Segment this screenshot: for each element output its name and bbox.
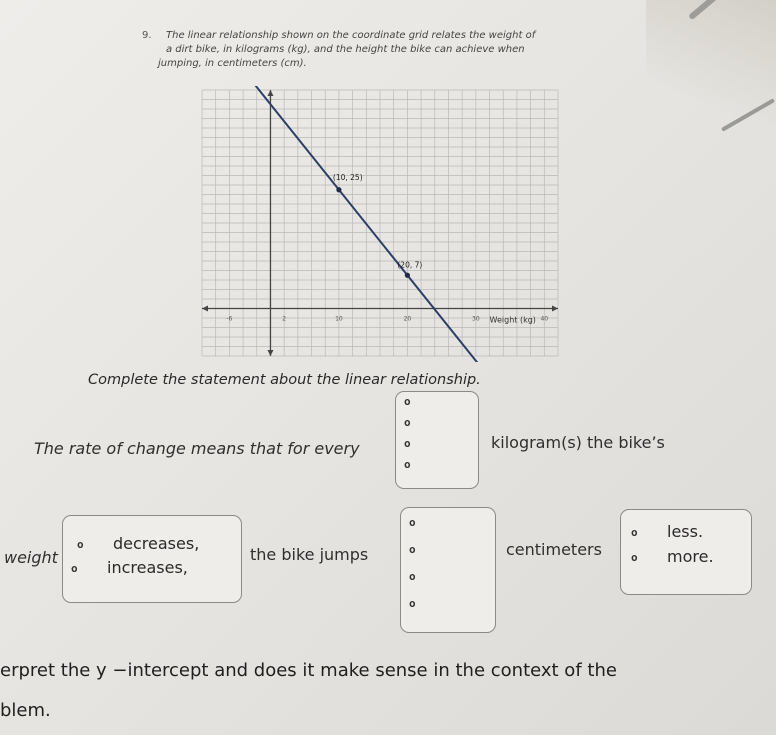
- data-point: [405, 273, 410, 278]
- radio-option-3[interactable]: o: [404, 437, 411, 450]
- x-axis-arrow: [552, 306, 558, 312]
- radio-cm-option-3[interactable]: o: [409, 570, 416, 583]
- sentence1-after: kilogram(s) the bike’s: [491, 433, 665, 452]
- prompt-line-2: a dirt bike, in kilograms (kg), and the height the bike can achieve when: [166, 44, 525, 55]
- x-tick-label: 20: [403, 315, 412, 323]
- x-tick-label: 10: [335, 315, 343, 323]
- dropdown-kilograms-amount[interactable]: [395, 391, 479, 489]
- radio-cm-option-2[interactable]: o: [409, 543, 416, 556]
- radio-cm-option-4[interactable]: o: [409, 597, 416, 610]
- data-point-label: (10, 25): [332, 172, 363, 182]
- statement-heading: Complete the statement about the linear relationship.: [88, 372, 481, 388]
- radio-option-2[interactable]: o: [404, 416, 411, 429]
- radio-option-1[interactable]: o: [404, 395, 411, 408]
- x-axis-arrow-left: [202, 306, 208, 312]
- prompt-line-1: The linear relationship shown on the coordinate grid relates the weight of: [166, 30, 536, 41]
- radio-more[interactable]: o: [631, 551, 638, 564]
- dropdown-comparison[interactable]: [620, 509, 752, 595]
- radio-cm-option-1[interactable]: o: [409, 516, 416, 529]
- prompt-line-3: jumping, in centimeters (cm).: [158, 58, 307, 69]
- page-corner-shadow: [646, 0, 776, 140]
- radio-option-4[interactable]: o: [404, 458, 411, 471]
- dropdown-centimeters-amount[interactable]: [400, 507, 496, 633]
- x-axis-label: Weight (kg): [489, 315, 536, 325]
- x-tick-label: 2: [282, 315, 287, 323]
- option-increases[interactable]: increases,: [107, 558, 188, 577]
- data-point: [336, 187, 341, 192]
- y-axis-arrow: [267, 90, 273, 96]
- y-axis-arrow-down: [267, 350, 273, 356]
- weight-word: weight: [4, 548, 58, 567]
- dropdown-direction[interactable]: [62, 515, 242, 603]
- x-tick-label: 40: [540, 315, 549, 323]
- option-more[interactable]: more.: [667, 547, 714, 566]
- the-bike-jumps: the bike jumps: [250, 545, 369, 564]
- data-points: [333, 173, 422, 278]
- x-tick-label: 30: [472, 315, 480, 323]
- sentence1-before: The rate of change means that for every: [34, 439, 360, 458]
- data-point-label: (20, 7): [397, 260, 423, 270]
- interpret-question-line-2: blem.: [0, 700, 51, 721]
- radio-increases[interactable]: o: [71, 562, 78, 575]
- question-number: 9.: [142, 30, 152, 41]
- option-decreases[interactable]: decreases,: [113, 534, 200, 553]
- radio-less[interactable]: o: [631, 526, 638, 539]
- interpret-question-line-1: erpret the y −intercept and does it make sense in the context of the: [0, 660, 617, 681]
- x-tick-label: -6: [226, 315, 233, 323]
- coordinate-grid-chart: [196, 86, 568, 362]
- option-less[interactable]: less.: [667, 522, 704, 541]
- centimeters-word: centimeters: [506, 540, 602, 559]
- radio-decreases[interactable]: o: [77, 538, 84, 551]
